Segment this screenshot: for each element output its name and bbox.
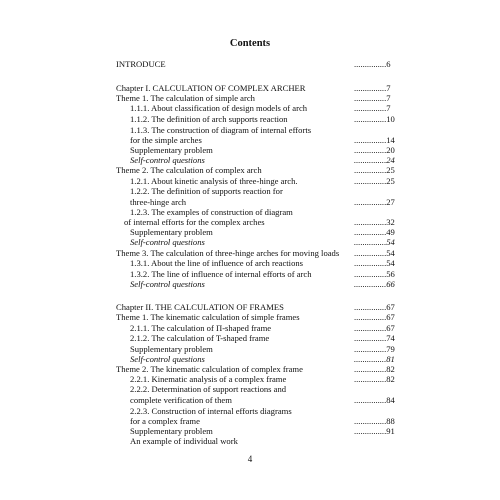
toc-entry-page: ...............7 — [354, 83, 391, 93]
toc-entry-text: Supplementary problem — [130, 227, 213, 237]
toc-entry-page: ...............67 — [354, 302, 395, 312]
toc-entry-text: 1.2.1. About kinetic analysis of three-hinge arch. — [130, 176, 298, 186]
toc-entry-text: Self-control questions — [130, 279, 205, 289]
toc-entry-page: ...............84 — [354, 395, 395, 405]
toc-entry-page: ...............91 — [354, 426, 395, 436]
toc-entry-page: ...............7 — [354, 103, 391, 113]
toc-entry-text: Self-control questions — [130, 155, 205, 165]
toc-entry-page: ...............82 — [354, 374, 395, 384]
toc-entry-text: Self-control questions — [130, 237, 205, 247]
toc-entry-page: ...............25 — [354, 176, 395, 186]
toc-entry-text: 1.1.1. About classification of design models of arch — [130, 103, 308, 113]
toc-entry-page: ...............49 — [354, 227, 395, 237]
toc-entry-text: Self-control questions — [130, 354, 205, 364]
toc-entry-text: 2.2.1. Kinematic analysis of a complex frame — [130, 374, 287, 384]
toc-entry-page: ...............10 — [354, 114, 395, 124]
toc-entry-text: Supplementary problem — [130, 426, 213, 436]
toc-entry-page: ...............54 — [354, 258, 395, 268]
toc-entry-text: Chapter I. CALCULATION OF COMPLEX ARCHER — [116, 83, 306, 93]
page-number: 4 — [247, 454, 253, 464]
toc-entry-page: ...............54 — [354, 237, 395, 247]
toc-entry-page: ...............56 — [354, 269, 395, 279]
toc-entry-text: Supplementary problem — [130, 145, 213, 155]
toc-entry-text: 2.1.2. The calculation of T-shaped frame — [130, 333, 270, 343]
toc-entry-text: 2.1.1. The calculation of П-shaped frame — [130, 323, 272, 333]
toc-entry-text: Theme 2. The calculation of complex arch — [116, 165, 262, 175]
toc-entry-text: 2.2.3. Construction of internal efforts diagrams — [130, 406, 292, 416]
toc-entry-page: ...............67 — [354, 312, 395, 322]
toc-entry-page: ...............20 — [354, 145, 395, 155]
toc-entry-text: 1.2.2. The definition of supports reaction for — [130, 186, 283, 196]
toc-entry-text: An example of individual work — [130, 436, 238, 446]
toc-entry-text: three-hinge arch — [130, 197, 187, 207]
contents-title: Contents — [229, 38, 271, 49]
toc-entry-text: Chapter II. THE CALCULATION OF FRAMES — [116, 302, 284, 312]
toc-entry-text: 1.2.3. The examples of construction of diagram — [130, 207, 293, 217]
toc-entry-page: ...............82 — [354, 364, 395, 374]
toc-entry-page: ...............6 — [354, 59, 391, 69]
toc-entry-text: 1.1.3. The construction of diagram of internal efforts — [130, 125, 312, 135]
toc-entry-page: ...............88 — [354, 416, 395, 426]
toc-entry-page: ...............66 — [354, 279, 395, 289]
toc-entry-text: Theme 2. The kinematic calculation of complex frame — [116, 364, 303, 374]
toc-entry-page: ...............79 — [354, 344, 395, 354]
toc-entry-page: ...............27 — [354, 197, 395, 207]
toc-entry-page: ...............32 — [354, 217, 395, 227]
toc-entry-page: ...............14 — [354, 135, 395, 145]
toc-entry-text: of internal efforts for the complex arches — [124, 217, 265, 227]
toc-entry-page: ...............67 — [354, 323, 395, 333]
toc-entry-text: 1.3.1. About the line of influence of arch reactions — [130, 258, 304, 268]
toc-entry-text: for a complex frame — [130, 416, 200, 426]
toc-entry-page: ...............54 — [354, 248, 395, 258]
toc-entry-page: ...............25 — [354, 165, 395, 175]
toc-entry-text: Theme 1. The kinematic calculation of simple frames — [116, 312, 300, 322]
toc-entry-text: for the simple arches — [130, 135, 202, 145]
toc-entry-text: 1.3.2. The line of influence of internal efforts of arch — [130, 269, 312, 279]
toc-entry-text: 1.1.2. The definition of arch supports reaction — [130, 114, 288, 124]
toc-entry-text: Supplementary problem — [130, 344, 213, 354]
toc-entry-text: 2.2.2. Determination of support reactions and — [130, 384, 287, 394]
toc-entry-page: ...............81 — [354, 354, 395, 364]
toc-entry-text: INTRODUCE — [116, 59, 166, 69]
toc-entry — [0, 58, 500, 70]
toc-entry-text: Theme 3. The calculation of three-hinge arches for moving loads — [116, 248, 340, 258]
toc-entry-text: complete verification of them — [130, 395, 232, 405]
toc-entry — [0, 278, 500, 290]
toc-entry-page: ...............7 — [354, 93, 391, 103]
toc-entry-text: Theme 1. The calculation of simple arch — [116, 93, 255, 103]
toc-entry — [0, 435, 500, 447]
toc-entry-page: ...............24 — [354, 155, 395, 165]
toc-entry-page: ...............74 — [354, 333, 395, 343]
